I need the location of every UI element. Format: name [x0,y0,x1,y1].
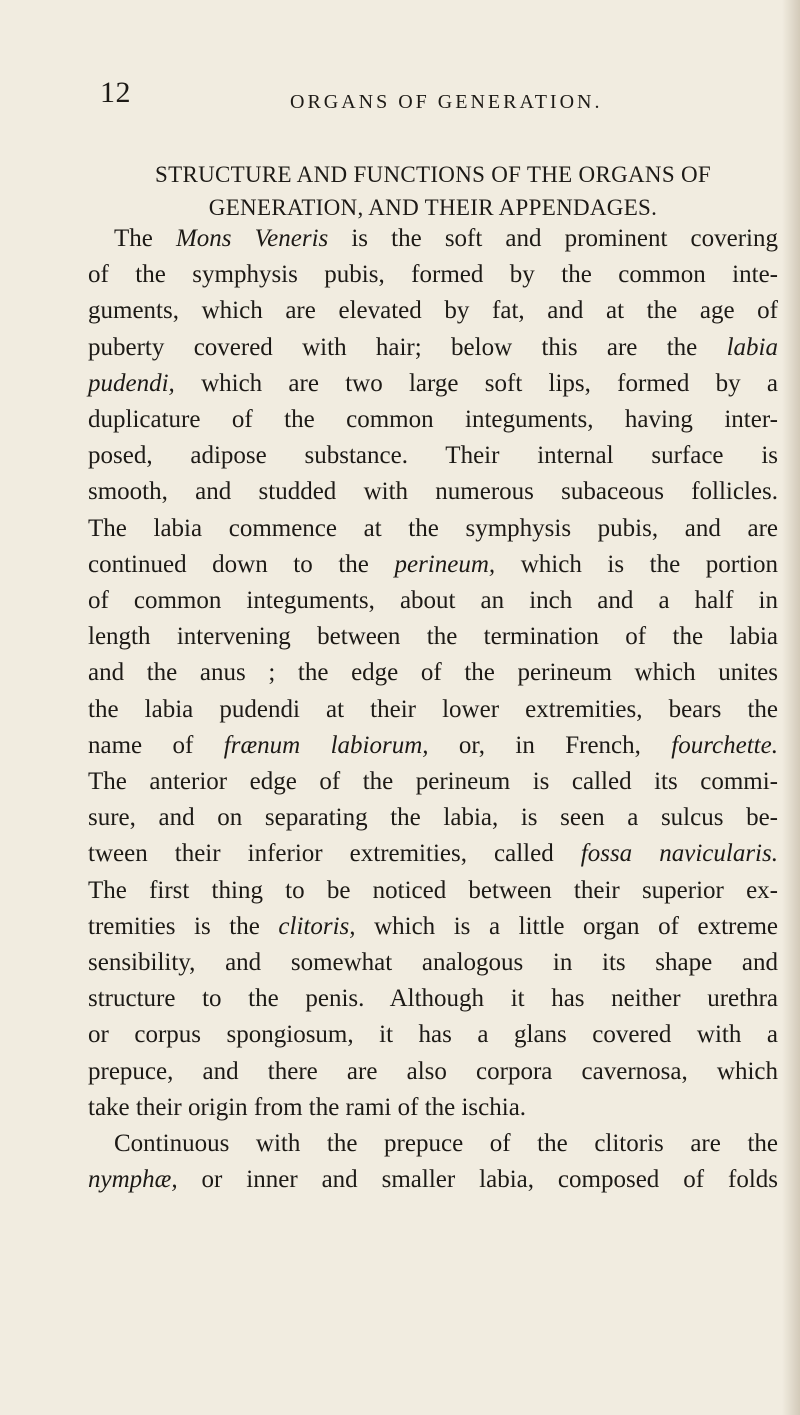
text-line: sensibility, and somewhat analogous in its shape and [88,949,778,977]
text-line: length intervening between the termination of the labia [88,623,778,651]
text-line: of common integuments, about an inch and a half in [88,587,778,615]
text-line: guments, which are elevated by fat, and at the age of [88,297,778,325]
text-line: name of frænum labiorum, or, in French, fourchette. [88,731,778,759]
text-line: tween their inferior extremities, called fossa navicularis. [88,840,778,868]
text-line: The first thing to be noticed between their superior ex- [88,876,778,904]
text-line: and the anus ; the edge of the perineum which unites [88,659,778,687]
text-line: of the symphysis pubis, formed by the common inte- [88,261,778,289]
text-line: tremities is the clitoris, which is a little organ of extreme [88,912,778,940]
text-line: prepuce, and there are also corpora cavernosa, which [88,1057,778,1085]
page-number: 12 [100,76,131,109]
text-line: Continuous with the prepuce of the clitoris are the [114,1130,778,1158]
text-line: The anterior edge of the perineum is called its commi- [88,768,778,796]
section-title-line-2: GENERATION, AND THEIR APPENDAGES. [208,195,658,220]
text-line: pudendi, which are two large soft lips, formed by a [88,369,778,397]
text-line: smooth, and studded with numerous subaceous follicles. [88,478,778,506]
body-paragraphs [88,221,778,1198]
section-title [88,158,778,224]
text-line: sure, and on separating the labia, is seen a sulcus be- [88,804,778,832]
text-line: posed, adipose substance. Their internal surface is [88,442,778,470]
text-line: duplicature of the common integuments, having inter- [88,406,778,434]
text-line: structure to the penis. Although it has neither urethra [88,985,778,1013]
page-edge-shadow [782,0,800,1415]
text-line: The Mons Veneris is the soft and prominent covering [114,225,778,252]
text-line: puberty covered with hair; below this are the labia [88,333,778,361]
text-line: The labia commence at the symphysis pubis, and are [88,514,778,542]
text-line: continued down to the perineum, which is the portion [88,550,778,578]
text-line: or corpus spongiosum, it has a glans covered with a [88,1021,778,1049]
text-line: take their origin from the rami of the ischia. [88,1093,527,1121]
running-header: ORGANS OF GENERATION. [290,91,603,113]
section-title-line-1: STRUCTURE AND FUNCTIONS OF THE ORGANS OF [155,162,711,187]
text-line: nymphæ, or inner and smaller labia, composed of folds [88,1166,778,1194]
text-line: the labia pudendi at their lower extremities, bears the [88,695,778,723]
